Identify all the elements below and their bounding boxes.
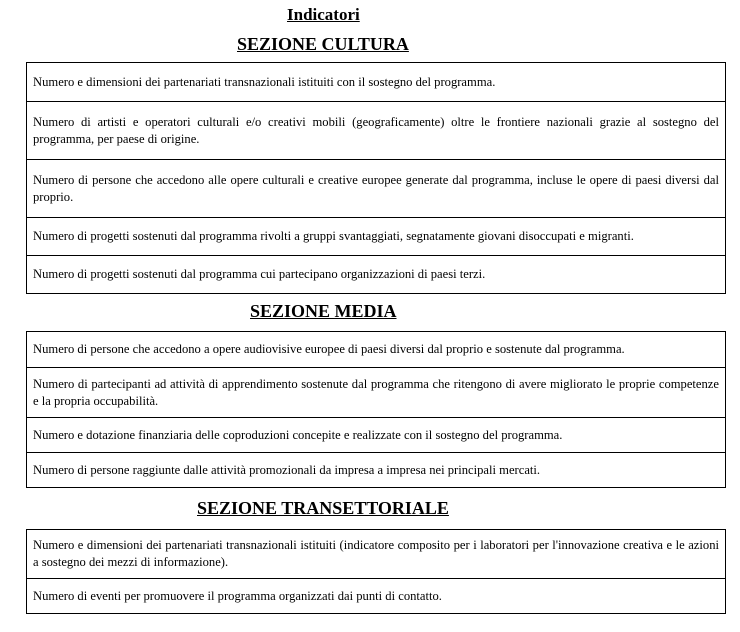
indicator-text: Numero e dimensioni dei partenariati transnazionali istituiti con il sostegno del programma. bbox=[33, 74, 496, 89]
document-title: Indicatori bbox=[287, 5, 360, 24]
indicator-text: Numero di progetti sostenuti dal programma rivolti a gruppi svantaggiati, segnatamente giovani disoccupati e migranti. bbox=[33, 229, 634, 243]
section-title-cultura: SEZIONE CULTURA bbox=[237, 34, 409, 54]
section-title-media: SEZIONE MEDIA bbox=[250, 301, 397, 321]
indicator-row bbox=[27, 332, 725, 367]
indicator-row bbox=[27, 217, 725, 255]
indicator-text: Numero e dotazione finanziaria delle coproduzioni concepite e realizzate con il sostegno del programma. bbox=[33, 427, 563, 442]
indicator-row bbox=[27, 578, 725, 613]
indicator-row bbox=[27, 452, 725, 487]
indicator-text: Numero di progetti sostenuti dal programma cui partecipano organizzazioni di paesi terzi. bbox=[33, 267, 486, 281]
indicator-row bbox=[27, 63, 725, 101]
indicator-text: Numero di artisti e operatori culturali e/o creativi mobili (geograficamente) oltre le frontiere nazionali grazie al sostegno del programma, per paese di origine. bbox=[33, 114, 719, 146]
indicator-table-cultura bbox=[26, 62, 726, 294]
indicator-text: Numero di persone che accedono a opere audiovisive europee di paesi diversi dal proprio e sostenute dal programma. bbox=[33, 342, 625, 356]
section-title-transettoriale: SEZIONE TRANSETTORIALE bbox=[197, 498, 449, 518]
indicator-text: Numero e dimensioni dei partenariati transnazionali istituiti (indicatore composito per i laboratori per l'innovazione creativa e le azioni a sostegno dei mezzi di informazione). bbox=[33, 538, 719, 569]
indicator-text: Numero di persone che accedono alle opere culturali e creative europee generate dal programma, incluse le opere di paesi diversi dal proprio. bbox=[33, 172, 719, 204]
indicator-table-media bbox=[26, 331, 726, 488]
indicator-row bbox=[27, 367, 725, 417]
indicator-row bbox=[27, 101, 725, 159]
indicator-table-transettoriale bbox=[26, 529, 726, 614]
indicator-row bbox=[27, 255, 725, 293]
indicator-text: Numero di persone raggiunte dalle attività promozionali da impresa a impresa nei principali mercati. bbox=[33, 462, 541, 477]
indicator-text: Numero di partecipanti ad attività di apprendimento sostenute dal programma che ritengono di avere migliorato le proprie competenze e la propria occupabilità. bbox=[33, 376, 719, 408]
indicator-text: Numero di eventi per promuovere il programma organizzati dai punti di contatto. bbox=[33, 588, 442, 603]
indicator-row bbox=[27, 530, 725, 578]
indicator-row bbox=[27, 159, 725, 217]
indicator-row bbox=[27, 417, 725, 452]
